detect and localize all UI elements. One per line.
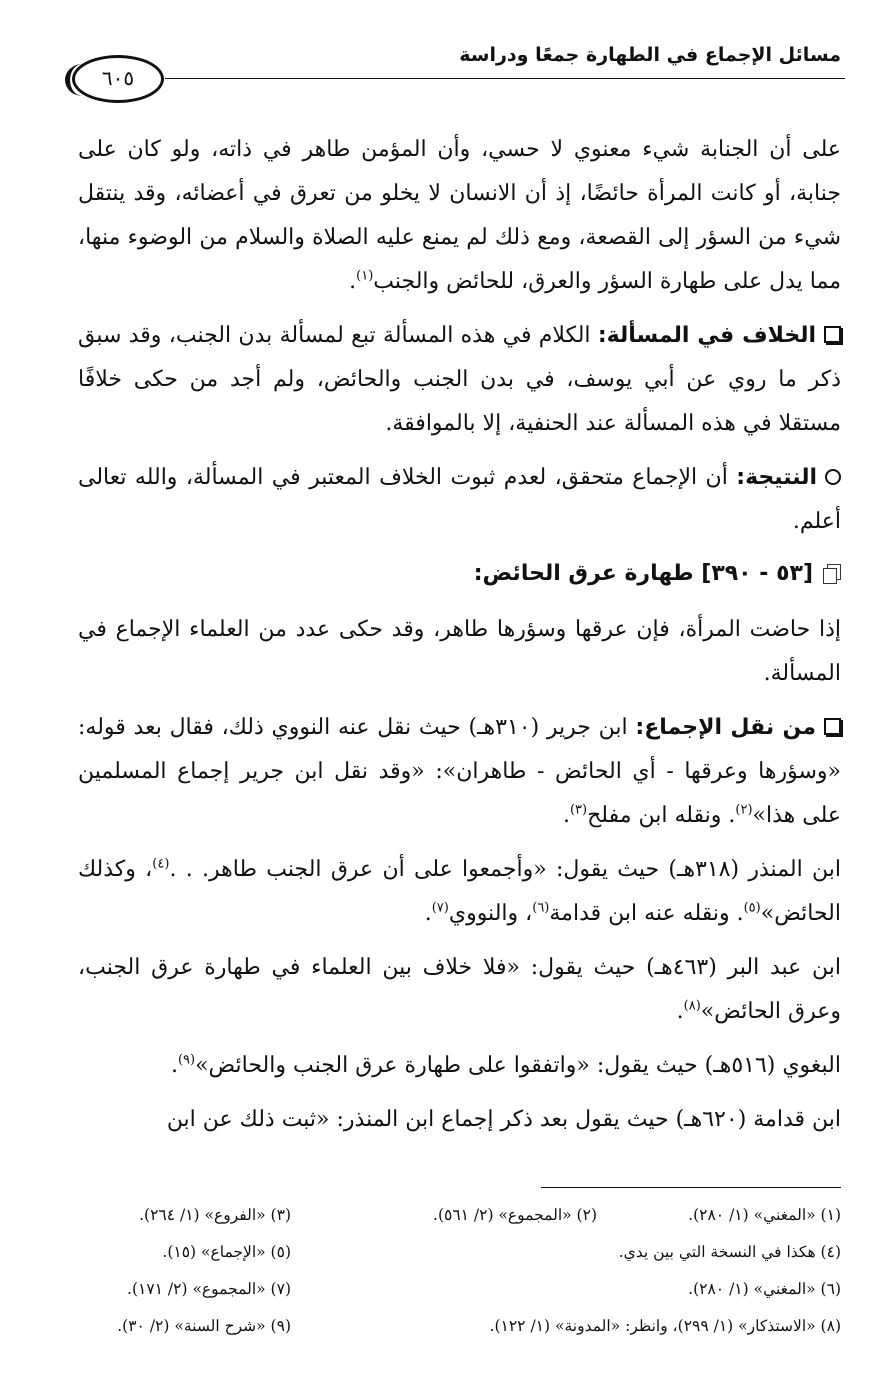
footnote-3: (٣) «الفروع» (١/ ٢٦٤). [139,1206,291,1224]
footnote-ref-7[interactable]: (٧) [431,900,449,916]
footnote-5: (٥) «الإجماع» (١٥). [162,1243,291,1261]
baghawi-text: البغوي (٥١٦هـ) حيث يقول: «واتفقوا على طهارة عرق الجنب والحائض» [195,1053,841,1078]
footnote-1: (١) «المغني» (١/ ٢٨٠). [688,1206,841,1224]
section-heading [78,554,841,594]
footnote-separator [541,1187,841,1188]
paragraph-mundhir [78,848,841,936]
mundhir-text: ابن المنذر (٣١٨هـ) حيث يقول: «وأجمعوا على أن عرق الجنب طاهر. . . [169,857,842,882]
abdulbarr-end: . [676,999,684,1024]
paragraph-baghawi [78,1044,841,1088]
natija-heading: النتيجة: [736,465,818,490]
khilaf-heading: الخلاف في المسألة: [597,323,816,348]
footnote-row-4 [70,1316,841,1353]
paragraph-1-text: على أن الجنابة شيء معنوي لا حسي، وأن المؤمن طاهر في ذاته، ولو كان على جنابة، أو كانت المرأة حائضًا، إذ أن الانسان لا يخلو من تعرق في أعضائه، وقد ينتقل شيء من السؤر إلى القصعة، ومع ذلك لم يمنع عليه الصلاة والسلام من الوضوء منها، مما يدل على طهارة السؤر والعرق، للحائض والجنب [78,137,841,294]
page-number: ٦٠٥ [101,66,135,90]
body-text [78,128,841,1152]
running-header-title: مسائل الإجماع في الطهارة جمعًا ودراسة [459,44,841,66]
naql-text: ابن جرير (٣١٠هـ) حيث نقل عنه النووي ذلك، فقال بعد قوله: «وسؤرها وعرقها - أي الحائض - طاهران»: «وقد نقل ابن جرير إجماع المسلمين على هذا» [78,715,841,828]
footnote-9: (٩) «شرح السنة» (٢/ ٣٠). [117,1317,291,1335]
paragraph-naql [78,706,841,838]
footnote-ref-8[interactable]: (٨) [683,998,701,1014]
baghawi-end: . [170,1053,178,1078]
naql-mid: . ونقله ابن مفلح [587,803,736,828]
footnote-row-3 [70,1279,841,1316]
paragraph-khilaf [78,314,841,446]
circle-bullet-icon [825,469,841,485]
footnote-4: (٤) هكذا في النسخة التي بين يدي. [618,1243,841,1261]
paragraph-natija [78,456,841,544]
footnote-ref-1[interactable]: (١) [356,268,374,284]
section-heading-text: [٥٣ - ٣٩٠] طهارة عرق الحائض: [473,561,813,586]
footnote-6: (٦) «المغني» (١/ ٢٨٠). [688,1280,841,1298]
square-bullet-icon [824,718,841,735]
naql-end: . [562,803,570,828]
paragraph-intro [78,608,841,696]
mundhir-mid3: ، والنووي [448,901,533,926]
mundhir-mid2: . ونقله عنه ابن قدامة [549,901,744,926]
footnote-ref-4[interactable]: (٤) [152,856,170,872]
footnote-7: (٧) «المجموع» (٢/ ١٧١). [127,1280,291,1298]
page-number-oval [72,55,164,103]
footnote-ref-6[interactable]: (٦) [532,900,550,916]
footnote-ref-9[interactable]: (٩) [177,1052,196,1068]
paragraph-abdulbarr [78,946,841,1034]
intro-text: إذا حاضت المرأة، فإن عرقها وسؤرها طاهر، وقد حكى عدد من العلماء الإجماع في المسألة. [78,617,841,686]
square-bullet-icon [824,326,841,343]
footnote-ref-2[interactable]: (٢) [735,802,753,818]
mundhir-end: . [424,901,432,926]
document-copy-icon [825,564,841,582]
mundhir-mid: ، وكذلك الحائض» [78,857,841,926]
footnote-8: (٨) «الاستذكار» (١/ ٢٩٩)، وانظر: «المدونة» (١/ ١٢٢). [489,1317,841,1335]
abdulbarr-text: ابن عبد البر (٤٦٣هـ) حيث يقول: «فلا خلاف بين العلماء في طهارة عرق الجنب، وعرق الحائض» [78,955,842,1024]
paragraph-qudama [78,1098,841,1142]
footnotes [70,1205,841,1353]
khilaf-text: الكلام في هذه المسألة تبع لمسألة بدن الجنب، وقد سبق ذكر ما روي عن أبي يوسف، في بدن الجنب والحائض، ولم أجد من حكى خلافًا مستقلا في هذه المسألة عند الحنفية، إلا بالموافقة. [78,323,841,436]
footnote-row-1 [70,1205,841,1242]
footnote-ref-3[interactable]: (٣) [569,802,588,818]
qudama-text: ابن قدامة (٦٢٠هـ) حيث يقول بعد ذكر إجماع ابن المنذر: «ثبت ذلك عن ابن [166,1107,841,1132]
naql-heading: من نقل الإجماع: [635,715,816,740]
natija-text: أن الإجماع متحقق، لعدم ثبوت الخلاف المعتبر في المسألة، والله تعالى أعلم. [78,465,841,534]
footnote-ref-5[interactable]: (٥) [743,900,761,916]
footnote-row-2 [70,1242,841,1279]
paragraph-1-end: . [349,269,357,294]
footnote-2: (٢) «المجموع» (٢/ ٥٦١). [433,1206,597,1224]
header-rule [165,78,845,79]
paragraph-1 [78,128,841,304]
